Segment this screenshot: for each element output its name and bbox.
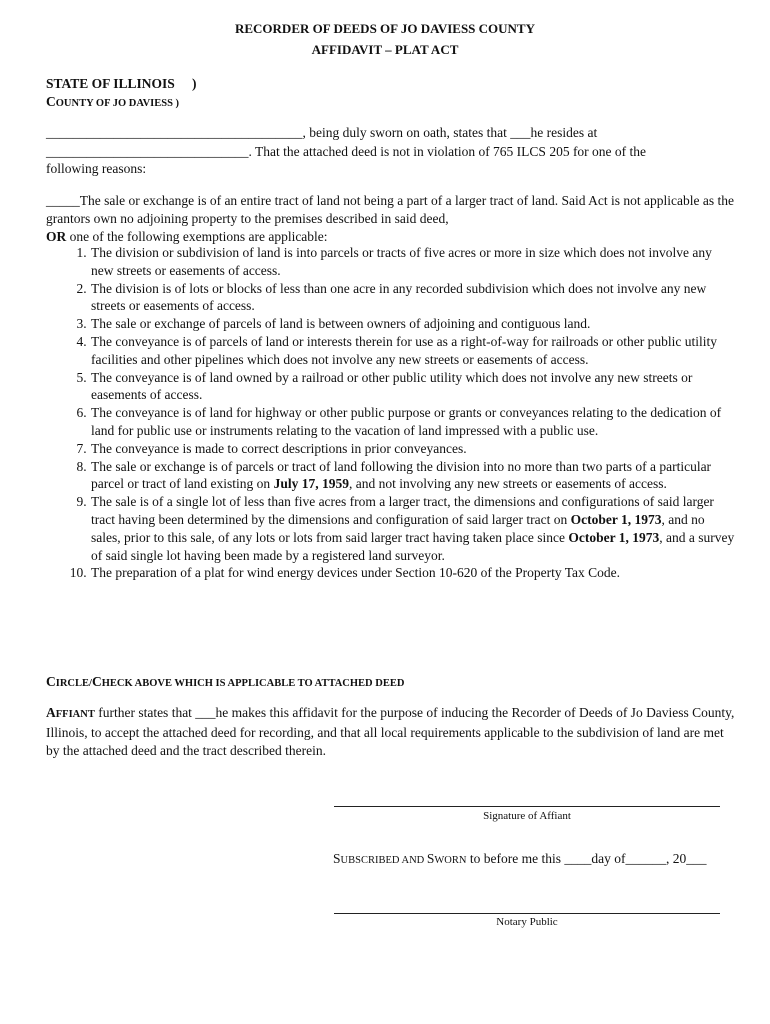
or-label: OR: [46, 229, 67, 244]
affiant-statement: AFFIANT further states that ___he makes this affidavit for the purpose of inducing the Recorder of Deeds of Jo Daviess County, Illinois, to accept the attached deed for recording, and that all local requirements applicable to the subdivision of land are met by the attached deed and the tract described therein.: [46, 705, 735, 758]
exemption-item: 5. The conveyance is of land owned by a railroad or other public utility which does not involve any new streets or easements of access.: [90, 369, 736, 405]
tract-check-blank: _____: [46, 193, 80, 208]
exemption-item: 2. The division is of lots or blocks of less than one acre in any recorded subdivision which does not involve any new streets or easements of access.: [90, 280, 736, 316]
circle-check-instruction: CIRCLE/CHECK ABOVE WHICH IS APPLICABLE TO ATTACHED DEED: [46, 674, 405, 689]
exemption-item: 6. The conveyance is of land for highway or other public purpose or grants or conveyances relating to the dedication of land for public use or instruments relating to the vacation of land impressed with a public use.: [90, 404, 736, 440]
intro-line-2: ______________________________. That the attached deed is not in violation of 765 ILCS 205 for one of the: [46, 144, 647, 159]
document-title: RECORDER OF DEEDS OF JO DAVIESS COUNTY: [234, 21, 535, 36]
exemption-item: 1. The division or subdivision of land is into parcels or tracts of five acres or more in size which does not involve any new streets or easements of access.: [90, 244, 736, 280]
intro-line-1: ______________________________________, being duly sworn on oath, states that ___he resides at: [46, 125, 598, 140]
affiant-name-blank: ______________________________________: [46, 125, 303, 140]
sworn-statement: SUBSCRIBED AND SWORN to before me this ____day of______, 20___: [333, 851, 707, 866]
signature-line[interactable]: [334, 806, 720, 807]
document-subtitle: AFFIDAVIT – PLAT ACT: [311, 42, 459, 57]
exemption-item: 7. The conveyance is made to correct descriptions in prior conveyances.: [90, 440, 736, 458]
exemption-item: 3. The sale or exchange of parcels of land is between owners of adjoining and contiguous land.: [90, 315, 736, 333]
notary-caption: Notary Public: [496, 916, 558, 928]
county-label: COUNTY OF JO DAVIESS ): [46, 94, 180, 109]
exemption-item: 10. The preparation of a plat for wind energy devices under Section 10-620 of the Property Tax Code.: [90, 564, 736, 582]
intro-line-3: following reasons:: [46, 161, 147, 176]
notary-signature-line[interactable]: [334, 913, 720, 914]
exemption-item: 9. The sale is of a single lot of less than five acres from a larger tract, the dimensions and configurations of said larger tract having been determined by the dimensions and configuration of said larger tract on October 1, 1973, and no sales, prior to this sale, of any lots or lots from said larger tract having taken place since October 1, 1973, and a survey of said single lot having been made by a registered land surveyor.: [90, 493, 736, 564]
exemptions-list: [46, 244, 736, 582]
state-label: STATE OF ILLINOIS: [46, 76, 175, 91]
entire-tract-clause: _____The sale or exchange is of an entire tract of land not being a part of a larger tract of land. Said Act is not applicable as the grantors own no adjoining property to the premises described in said deed, OR one of the following exemptions are applicable:: [46, 193, 735, 244]
state-paren: ): [192, 76, 197, 91]
exemption-item: 8. The sale or exchange is of parcels or tract of land following the division into no more than two parts of a particular parcel or tract of land existing on July 17, 1959, and not involving any new streets or easements of access.: [90, 458, 736, 494]
signature-caption: Signature of Affiant: [483, 810, 571, 822]
exemption-item: 4. The conveyance is of parcels of land or interests therein for use as a right-of-way for railroads or other public utility facilities and other pipelines which does not involve any new streets or easements of access.: [90, 333, 736, 369]
residence-blank: ______________________________: [46, 144, 249, 159]
